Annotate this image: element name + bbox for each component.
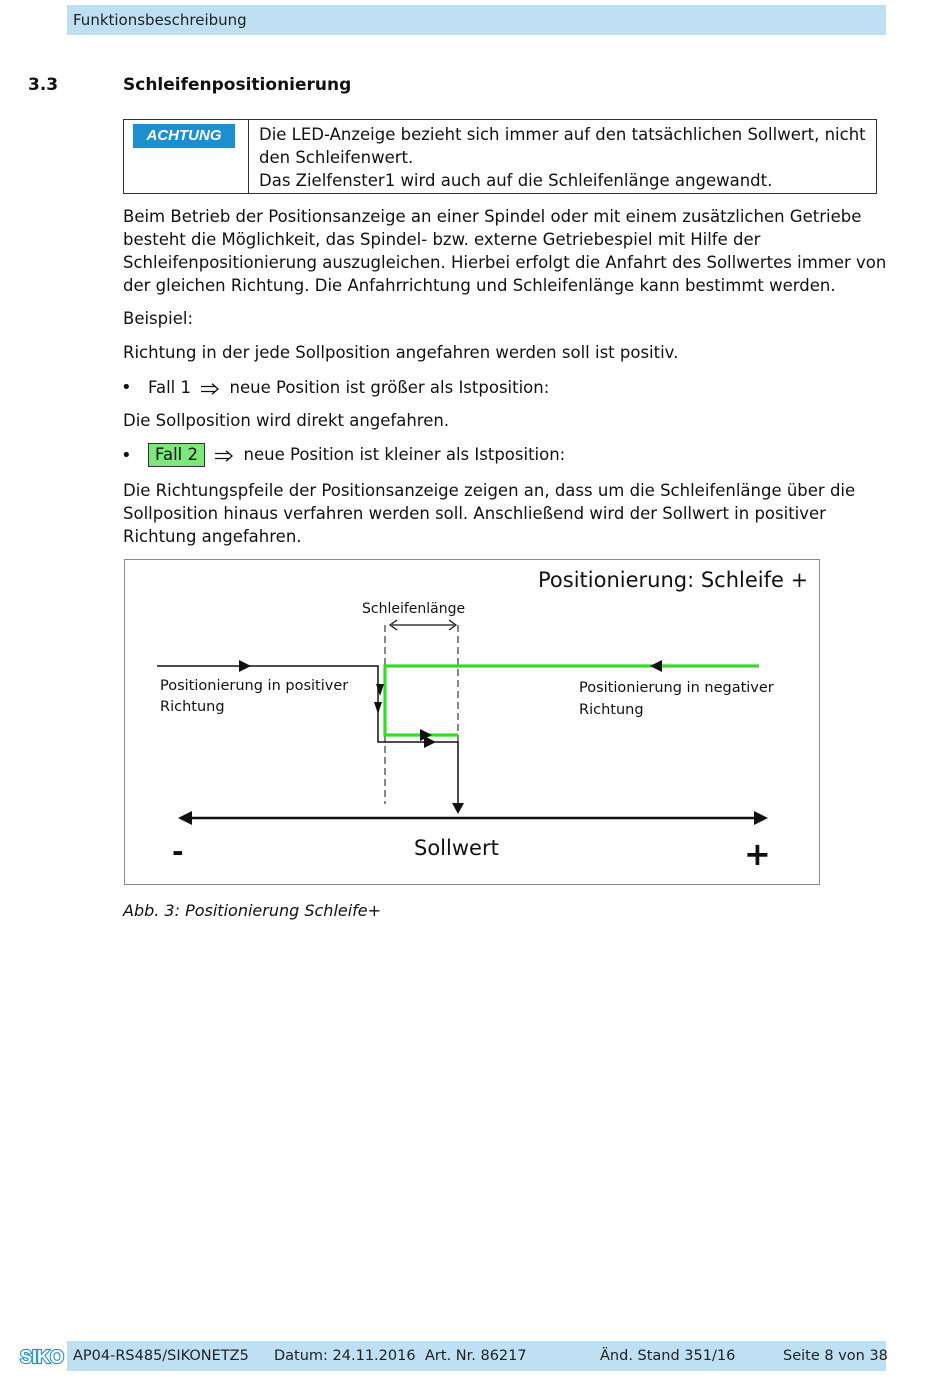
section-number: 3.3	[28, 75, 59, 95]
loop-positioning-diagram	[124, 559, 820, 885]
footer-date: Datum: 24.11.2016	[274, 1348, 416, 1364]
footer-revision: Änd. Stand 351/16	[600, 1348, 736, 1364]
header-bar	[67, 5, 886, 35]
case1-result: Die Sollposition wird direkt angefahren.	[123, 411, 450, 430]
case1-item	[148, 376, 549, 399]
siko-logo	[19, 1342, 65, 1370]
intro-line: Schleifenpositionierung auszugleichen. Hierbei erfolgt die Anfahrt des Sollwertes immer von	[123, 253, 887, 272]
notice-line: den Schleifenwert.	[259, 148, 414, 167]
notice-divider	[248, 120, 249, 193]
figure-caption: Abb. 3: Positionierung Schleife+	[123, 901, 382, 920]
negative-direction-label: Positionierung in negativer Richtung	[579, 680, 774, 718]
intro-paragraph	[123, 205, 887, 297]
svg-text:SIKO: SIKO	[19, 1347, 65, 1367]
notice-box	[123, 119, 877, 194]
direction-text: Richtung in der jede Sollposition angefahren werden soll ist positiv.	[123, 343, 679, 362]
case2-result	[123, 479, 868, 548]
diagram-title: Positionierung: Schleife +	[538, 568, 809, 592]
footer-page: Seite 8 von 38	[783, 1348, 888, 1364]
bullet-icon: •	[121, 445, 132, 466]
implies-arrow-icon	[200, 383, 220, 395]
plus-sign: +	[744, 835, 771, 873]
axis-label: Sollwert	[414, 836, 499, 860]
minus-sign: -	[172, 835, 184, 868]
case2-item	[148, 443, 565, 467]
footer-bar	[67, 1341, 886, 1371]
intro-line: Beim Betrieb der Positionsanzeige an einer Spindel oder mit einem zusätzlichen Getriebe	[123, 207, 862, 226]
footer-doc-id: AP04-RS485/SIKONETZ5	[73, 1348, 249, 1364]
header-section-title: Funktionsbeschreibung	[73, 11, 247, 29]
intro-line: besteht die Möglichkeit, das Spindel- bzw. externe Getriebespiel mit Hilfe der	[123, 230, 761, 249]
case1-label: Fall 1	[148, 378, 191, 397]
notice-line: Das Zielfenster1 wird auch auf die Schleifenlänge angewandt.	[259, 171, 773, 190]
case1-text: neue Position ist größer als Istposition:	[229, 378, 550, 397]
positive-direction-label: Positionierung in positiver Richtung	[160, 678, 349, 715]
example-label: Beispiel:	[123, 309, 194, 328]
bullet-icon: •	[121, 377, 132, 398]
loop-length-label: Schleifenlänge	[362, 601, 466, 617]
notice-line: Die LED-Anzeige bezieht sich immer auf den tatsächlichen Sollwert, nicht	[259, 125, 866, 144]
notice-text	[259, 123, 871, 192]
case2-label: Fall 2	[148, 443, 205, 467]
case2-text: neue Position ist kleiner als Istposition:	[243, 445, 566, 464]
implies-arrow-icon	[214, 450, 234, 462]
case2-result-line: Richtung angefahren.	[123, 527, 302, 546]
section-title: Schleifenpositionierung	[123, 75, 352, 95]
case2-result-line: Die Richtungspfeile der Positionsanzeige zeigen an, dass um die Schleifenlänge über die	[123, 481, 856, 500]
case2-result-line: Sollposition hinaus verfahren werden soll. Anschließend wird der Sollwert in positiver	[123, 504, 826, 523]
intro-line: der gleichen Richtung. Die Anfahrrichtung und Schleifenlänge kann bestimmt werden.	[123, 276, 836, 295]
footer-article: Art. Nr. 86217	[425, 1348, 527, 1364]
notice-badge: ACHTUNG	[133, 124, 235, 148]
